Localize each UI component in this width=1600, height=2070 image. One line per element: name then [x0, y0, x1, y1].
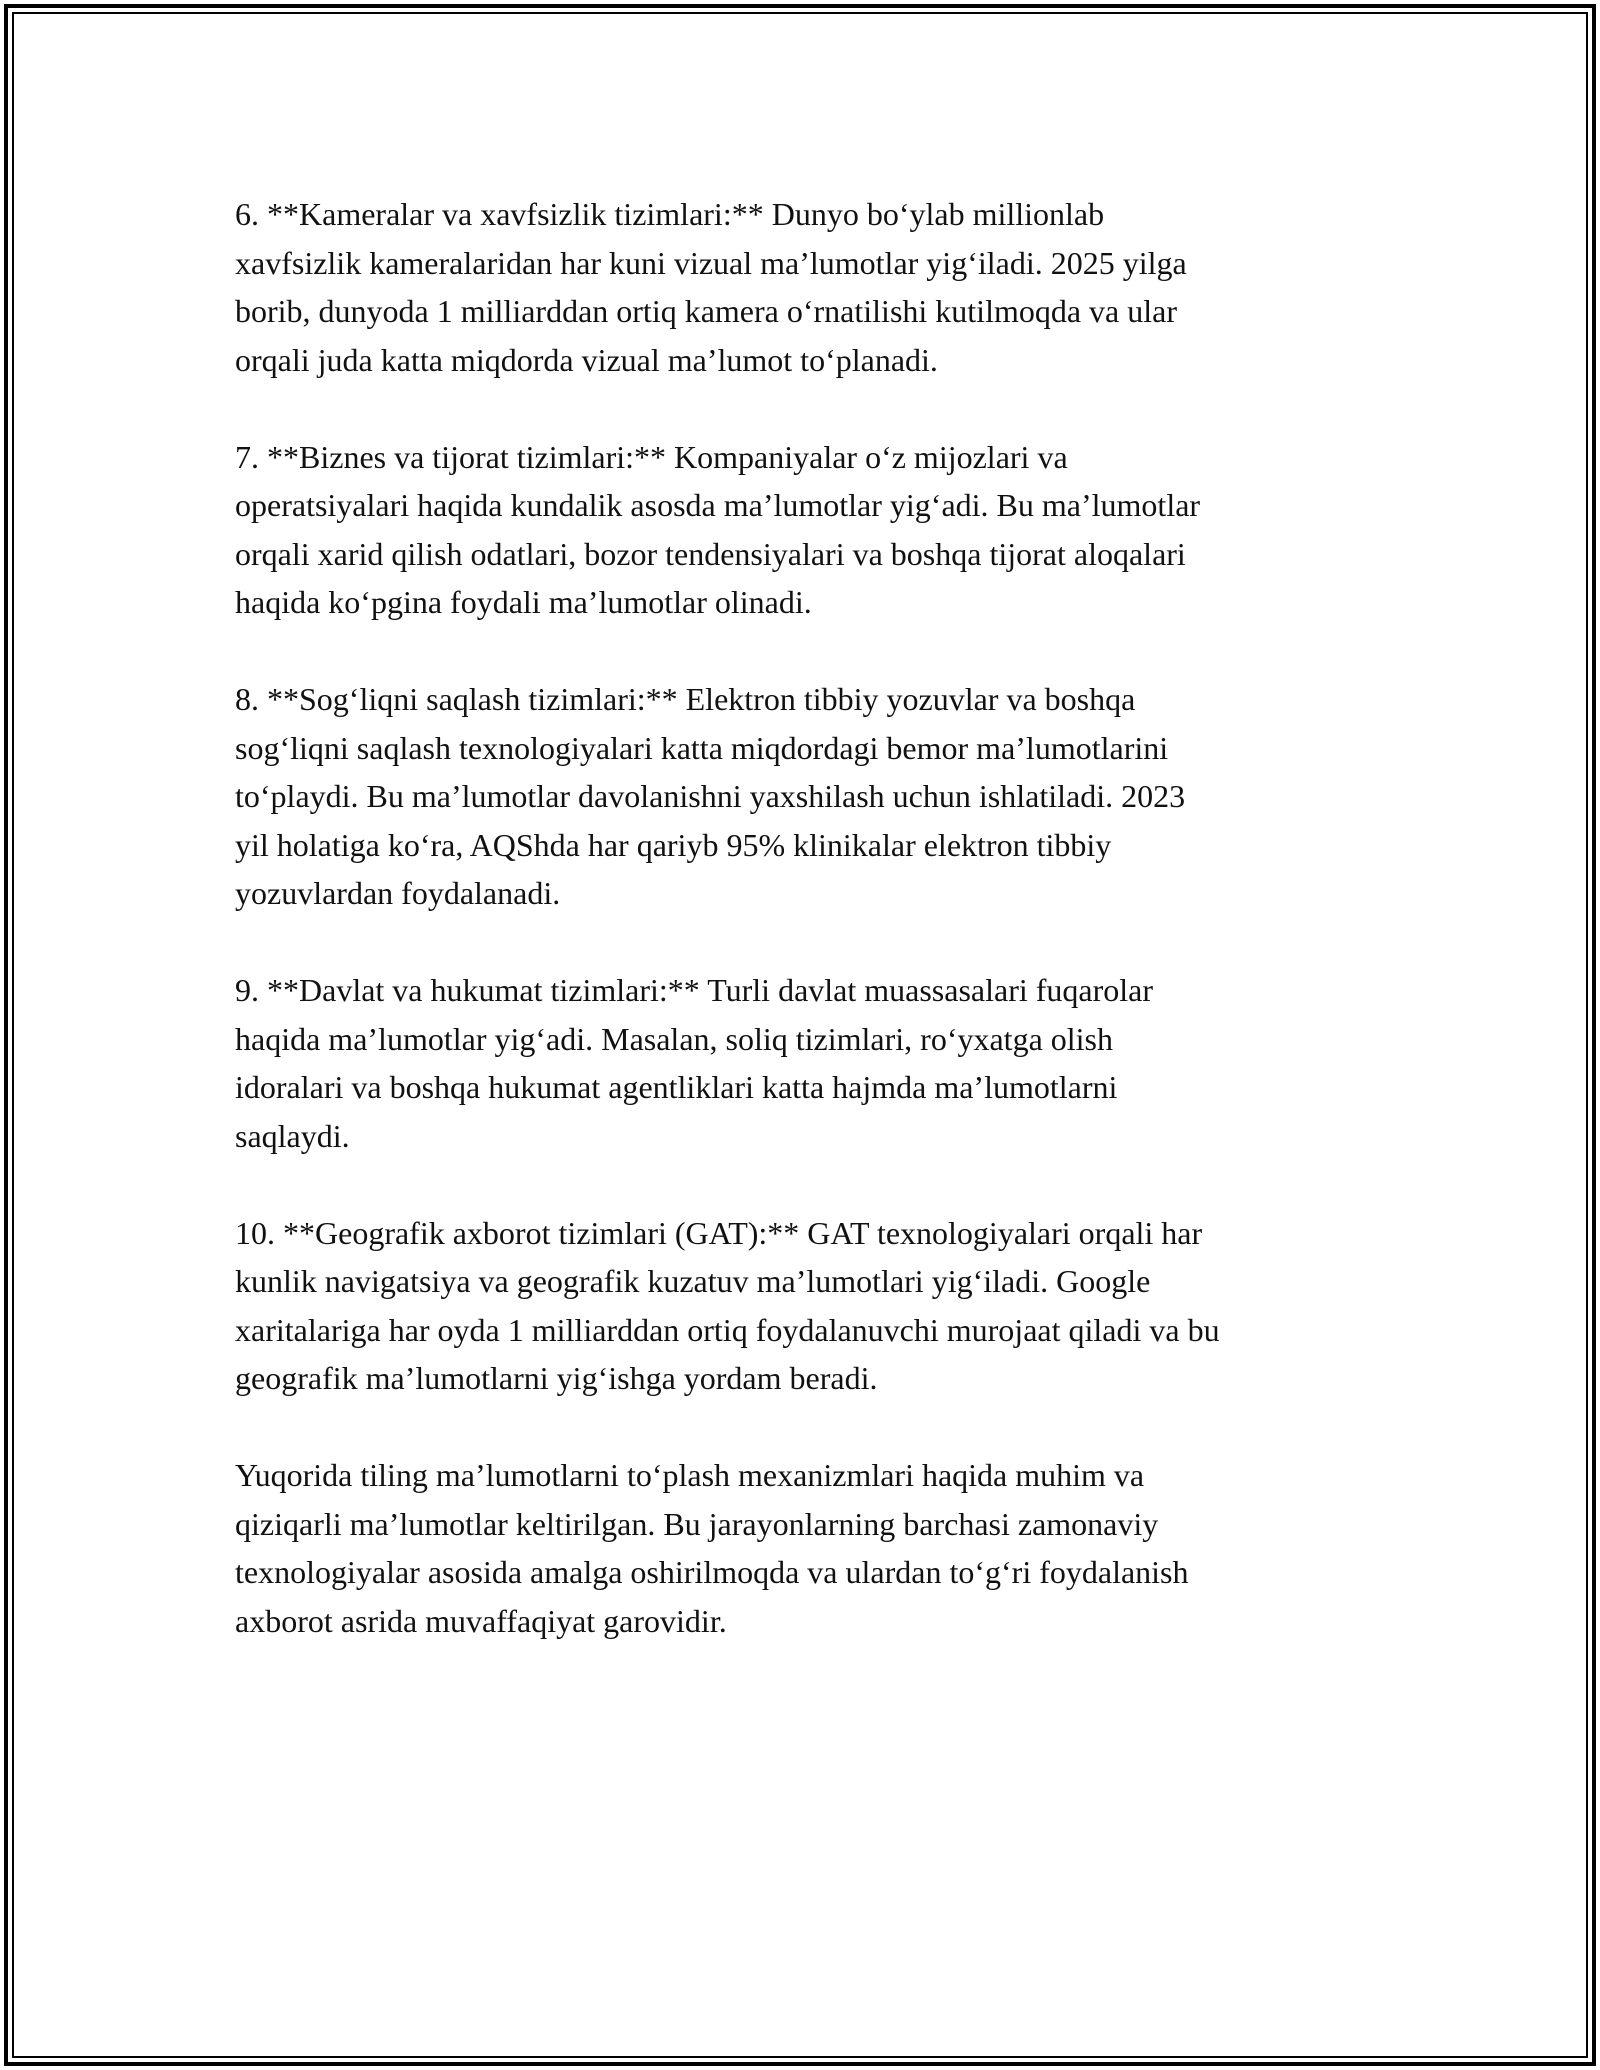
paragraph-item-6-cameras: 6. **Kameralar va xavfsizlik tizimlari:** Dunyo bo‘ylab millionlab xavfsizlik kameralaridan har kuni vizual ma’lumotlar yig‘iladi. 2025 yilga borib, dunyoda 1 milliarddan ortiq kamera o‘rnatilishi kutilmoqda va ular orqali juda katta miqdorda vizual ma’lumot to‘planadi.	[235, 196, 1187, 378]
paragraph-item-9-government: 9. **Davlat va hukumat tizimlari:** Turli davlat muassasalari fuqarolar haqida ma’lumotlar yig‘adi. Masalan, soliq tizimlari, ro‘yxatga olish idoralari va boshqa hukumat agentliklari katta hajmda ma’lumotlarni saqlaydi.	[235, 972, 1154, 1154]
paragraph-item-8-healthcare: 8. **Sog‘liqni saqlash tizimlari:** Elektron tibbiy yozuvlar va boshqa sog‘liqni saqlash texnologiyalari katta miqdordagi bemor ma’lumotlarini to‘playdi. Bu ma’lumotlar davolanishni yaxshilash uchun ishlatiladi. 2023 yil holatiga ko‘ra, AQShda har qariyb 95% klinikalar elektron tibbiy yozuvlardan foydalanadi.	[235, 681, 1186, 911]
document-body	[235, 190, 1375, 1694]
paragraph-conclusion: Yuqorida tiling ma’lumotlarni to‘plash mexanizmlari haqida muhim va qiziqarli ma’lumotlar keltirilgan. Bu jarayonlarning barchasi zamonaviy texnologiyalar asosida amalga oshirilmoqda va ulardan to‘g‘ri foydalanish axborot asrida muvaffaqiyat garovidir.	[235, 1457, 1189, 1639]
paragraph-item-10-gis: 10. **Geografik axborot tizimlari (GAT):** GAT texnologiyalari orqali har kunlik navigatsiya va geografik kuzatuv ma’lumotlari yig‘iladi. Google xaritalariga har oyda 1 milliarddan ortiq foydalanuvchi murojaat qiladi va bu geografik ma’lumotlarni yig‘ishga yordam beradi.	[235, 1214, 1220, 1396]
paragraph-item-7-business: 7. **Biznes va tijorat tizimlari:** Kompaniyalar o‘z mijozlari va operatsiyalari haqida kundalik asosda ma’lumotlar yig‘adi. Bu ma’lumotlar orqali xarid qilish odatlari, bozor tendensiyalari va boshqa tijorat aloqalari haqida ko‘pgina foydali ma’lumotlar olinadi.	[235, 438, 1201, 620]
